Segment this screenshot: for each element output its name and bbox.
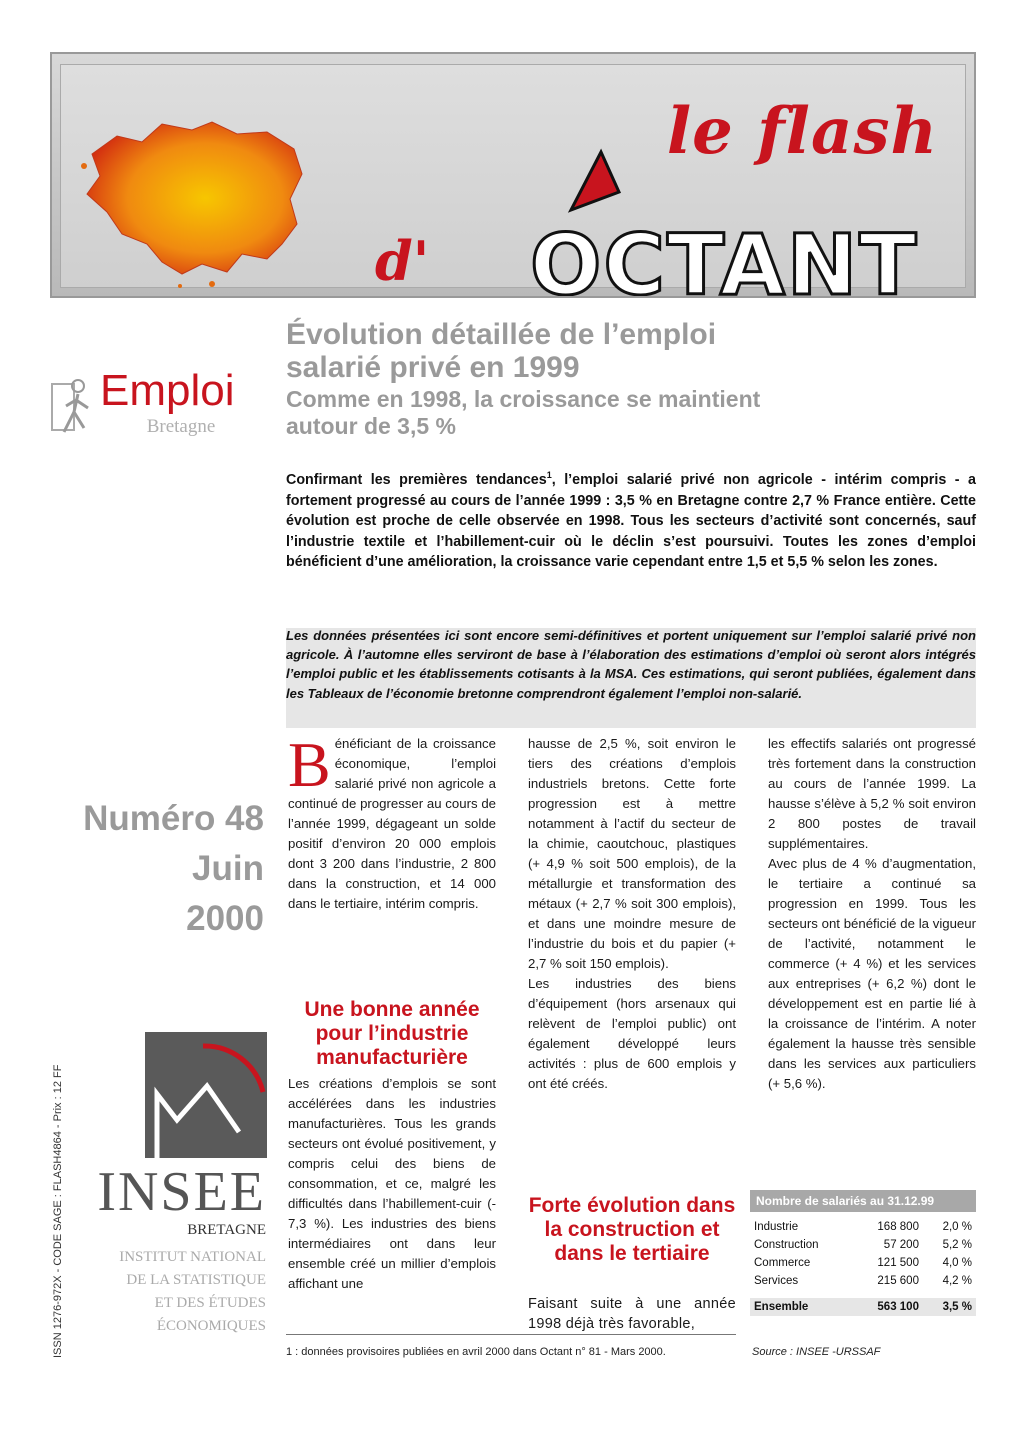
row-label: Industrie (754, 1221, 799, 1233)
col1-paragraph-1: énéficiant de la croissance économique, l’emploi salarié privé non agricole a continué de progresser au cours de l’année 1999, dégageant un solde positif d’environ 20 000 emplois dont 3 200 dans l’industrie, 2 800 dans la construction, et 14 000 dans le tertiaire, intérim compris. (288, 736, 496, 911)
brittany-map-icon (62, 94, 312, 294)
issue-info (40, 794, 264, 944)
footnote: 1 : données provisoires publiées en avril 2000 dans Octant n° 81 - Mars 2000. (286, 1346, 666, 1358)
issn-line: ISSN 1276-972X - CODE SAGE : FLASH4864 - Prix : 12 FF (52, 1064, 64, 1358)
row-pct: 5,2 % (942, 1239, 972, 1251)
row-label: Services (754, 1275, 799, 1287)
table-source: Source : INSEE -URSSAF (752, 1346, 881, 1358)
row-pct: 2,0 % (942, 1221, 972, 1233)
section-heading-construction: Forte évolution dans la construction et dans le tertiaire (528, 1194, 736, 1265)
masthead-banner (50, 52, 976, 298)
row-pct: 4,0 % (942, 1257, 972, 1269)
insee-region: BRETAGNE (187, 1222, 266, 1238)
insee-line1: INSTITUT NATIONAL (119, 1249, 266, 1265)
total-pct: 3,5 % (942, 1301, 972, 1313)
footnote-rule (286, 1334, 736, 1335)
col2-paragraph-1: hausse de 2,5 %, soit environ le tiers des créations d’emplois industriels bretons. Cette forte progression est à mettre notamment à l’actif du secteur de la chimie, caoutchouc, plastiques (+ 4,9 % soit 500 emplois), de la métallurgie et transformation des métaux (+ 2,7 % soit 300 emplois), et dans une moindre mesure de l’industrie du bois et du papier (+ 2,7 % soit 150 emplois). (528, 736, 736, 971)
octant-red-wedge-icon (557, 146, 623, 226)
octant-logo: OCTANT (530, 216, 919, 298)
row-value: 168 800 (877, 1221, 919, 1233)
column-3 (768, 734, 976, 1094)
octant-prefix: d' (375, 229, 430, 293)
col3-paragraph-1: les effectifs salariés ont progressé très fortement dans la construction au cours de l’année 1999. La hausse s’élève à 5,2 % soit environ 2 800 postes de travail supplémentaires. (768, 736, 976, 851)
table-row (750, 1254, 976, 1272)
page-title-line1: Évolution détaillée de l’emploi (286, 318, 717, 351)
column-2 (528, 734, 736, 1094)
page-subtitle-line1: Comme en 1998, la croissance se maintient (286, 386, 761, 412)
table-row (750, 1272, 976, 1294)
intro-paragraph (286, 470, 976, 573)
insee-emblem-icon (145, 1032, 267, 1158)
insee-fullname (46, 1246, 266, 1338)
page-subtitle-line2: autour de 3,5 % (286, 413, 456, 439)
drop-cap: B (288, 729, 331, 800)
row-value: 57 200 (883, 1239, 919, 1251)
table-total-row (750, 1294, 976, 1316)
table-row (750, 1236, 976, 1254)
stats-table-title: Nombre de salariés au 31.12.99 (750, 1190, 976, 1212)
row-label: Commerce (754, 1257, 811, 1269)
table-row (750, 1218, 976, 1236)
col2-paragraph-2: Les industries des biens d’équipement (hors arsenaux qui relèvent de l’emploi public) ont également développé leurs activités : plus de 600 emplois y ont été créés. (528, 976, 736, 1091)
issue-month: Juin (192, 849, 264, 888)
insee-name: INSEE (97, 1161, 266, 1223)
section-heading-industry: Une bonne année pour l’industrie manufacturière (304, 998, 480, 1069)
emploi-logo-word: Emploi (100, 366, 235, 415)
intro-footnote-mark: 1 (546, 470, 552, 481)
row-value: 121 500 (877, 1257, 919, 1269)
insee-line4: ÉCONOMIQUES (156, 1318, 266, 1334)
emploi-logo-region: Bretagne (146, 416, 216, 437)
flash-title: le flash (666, 94, 938, 169)
row-pct: 4,2 % (942, 1275, 972, 1287)
issue-number: Numéro 48 (83, 799, 264, 838)
insee-line2: DE LA STATISTIQUE (126, 1272, 266, 1288)
walking-figure-icon (50, 376, 96, 438)
total-label: Ensemble (754, 1301, 809, 1313)
col3-paragraph-2: Avec plus de 4 % d’augmentation, le tertiaire a continué sa progression en 1999. Tous les secteurs ont bénéficié de la vigueur de l’activité, notamment le commerce (+ 4 %) et les services aux entreprises (+ 6,2 %) dont le développement est en partie lié à la croissance de l’intérim. A noter également la hausse très sensible dans les services aux particuliers (+ 5,6 %). (768, 856, 976, 1091)
page-title (286, 318, 716, 384)
row-label: Construction (754, 1239, 819, 1251)
issue-year: 2000 (186, 899, 264, 938)
row-value: 215 600 (877, 1275, 919, 1287)
insee-line3: ET DES ÉTUDES (154, 1295, 266, 1311)
total-value: 563 100 (877, 1301, 919, 1313)
col2-paragraph-3: Faisant suite à une année 1998 déjà très favorable, (528, 1296, 736, 1332)
note-text: Les données présentées ici sont encore semi-définitives et portent uniquement sur l’emploi salarié privé non agricole. À l’automne elles serviront de base à l’élaboration des estimations d’emploi où seront alors intégrés l’emploi public et les établissements cotisants à la MSA. Ces estimations, qui seront publiées, également dans les Tableaux de l’économie bretonne comprendront également l’emploi non-salarié. (286, 628, 976, 701)
col1-paragraph-2: Les créations d’emplois se sont accélérées dans les industries manufacturières. Tous les grands secteurs ont évolué positivement, y compris celui des biens de consommation, et ce, malgré les difficultés dans l’habillement-cuir (- 7,3 %). Les industries des biens intermédiaires ont dans leur ensemble créé un millier d’emplois affichant une (288, 1076, 496, 1291)
stats-table (750, 1190, 976, 1316)
intro-text-b: , l’emploi salarié privé non agricole - intérim compris - a fortement progressé au cours de l’année 1999 : 3,5 % en Bretagne contre 2,7 % France entière. Cette évolution est proche de celle observée en 1998. Tous les secteurs d’activité sont concernés, sauf l’industrie textile et l’habillement-cuir où le déclin s’est poursuivi. Toutes les zones d’emploi bénéficient d’une amélioration, la croissance varie cependant entre 1,5 et 5,5 % selon les zones. (286, 472, 976, 570)
page-subtitle (286, 386, 760, 440)
page-title-line2: salarié privé en 1999 (286, 351, 580, 384)
column-1 (288, 729, 496, 914)
stats-table-body (750, 1218, 976, 1316)
intro-text-a: Confirmant les premières tendances (286, 472, 547, 488)
